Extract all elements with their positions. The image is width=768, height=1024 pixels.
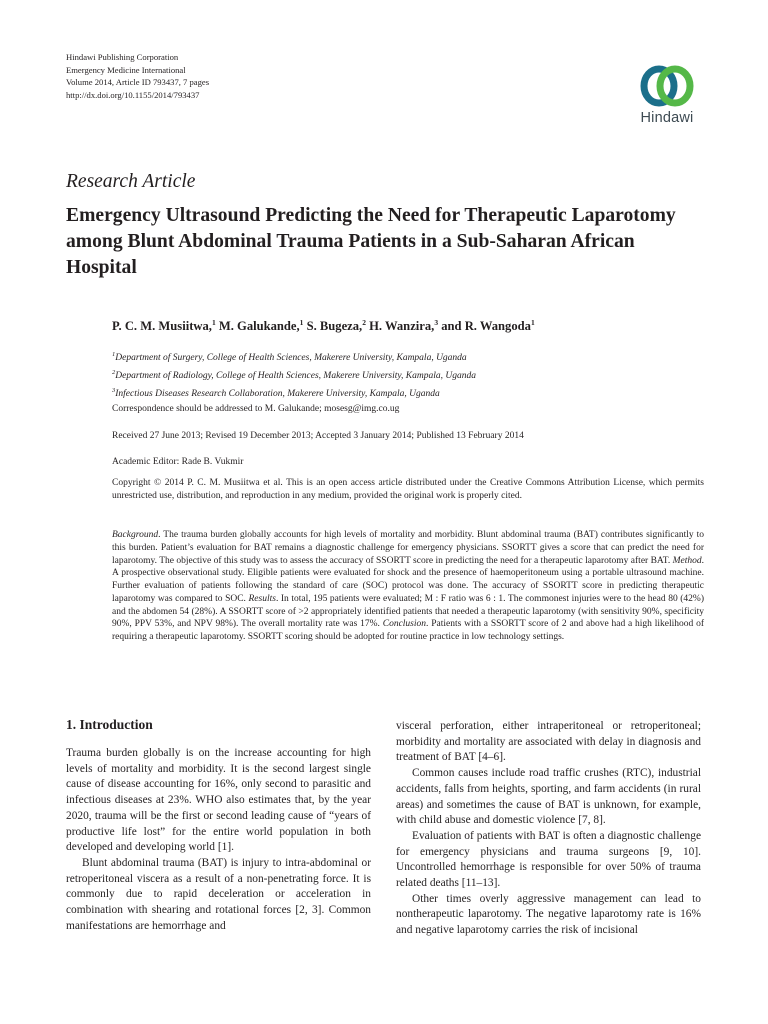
doi-link[interactable]: http://dx.doi.org/10.1155/2014/793437 [66,89,200,100]
affiliations [112,348,712,402]
abstract-method: . A prospective observational study. Eligible patients were evaluated for shock and the presence of haemoperitoneum using a portable ultrasound machine. Further evaluation of patients following the standard of care (SOC) protocol was done. The accuracy of SSORTT score in predicting therapeutic laparotomy was compared to SOC. [112,555,704,604]
author-name: H. Wanzira, [369,319,435,334]
affiliation-text: Department of Radiology, College of Health Sciences, Makerere University, Kampala, Uganda [115,371,477,382]
logo-wordmark: Hindawi [640,110,694,126]
affiliation-mark: 2 [112,368,116,376]
author-list [112,318,712,334]
section-heading-introduction: 1. Introduction [66,717,153,732]
abstract-conclusion: . Patients with a SSORTT score of 2 and above had a high likelihood of requiring a therapeutic laparotomy. SSORTT scoring should be adopted for routine practice in low technology settings. [112,619,704,642]
body-column-left [66,746,371,934]
affiliation-mark: 3 [112,386,116,394]
author-name: S. Bugeza, [306,319,363,334]
author-affiliation-mark: 3 [434,318,439,327]
journal-metadata [66,51,209,101]
copyright-notice: Copyright © 2014 P. C. M. Musiitwa et al. This is an open access article distributed under the Creative Commons Attribution License, which permits unrestricted use, distribution, and reproduction in any medium, provided the original work is properly cited. [112,478,704,502]
abstract [112,529,704,644]
publisher-line: Hindawi Publishing Corporation [66,52,179,62]
body-column-right [396,719,701,939]
author-affiliation-mark: 2 [362,318,366,327]
paper-title: Emergency Ultrasound Predicting the Need for Therapeutic Laparotomy among Blunt Abdominal Trauma Patients in a Sub-Saharan African Hospital [66,205,676,278]
affiliation-item [112,384,712,402]
body-paragraph: Evaluation of patients with BAT is often a diagnostic challenge for emergency physicians and trauma surgeons [9, 10]. Uncontrolled hemorrhage is responsible for over 50% of trauma related deaths [11–13]. [396,829,701,890]
correspondence-note: Correspondence should be addressed to M. Galukande; mosesg@img.co.ug [112,404,400,414]
author-affiliation-mark: 1 [530,318,535,327]
abstract-background-label: Background [112,530,159,540]
affiliation-text: Department of Surgery, College of Health Sciences, Makerere University, Kampala, Uganda [115,353,467,364]
journal-name: Emergency Medicine International [66,64,186,75]
abstract-method-label: Method [672,555,702,566]
abstract-results: . In total, 195 patients were evaluated; M : F ratio was 6 : 1. The commonest injuries were to the head 80 (42%) and the abdomen 54 (28%). A SSORTT score of >2 appropriately identified patients that needed a therapeutic laparotomy (with sensitivity 90%, specificity 90%, PPV 53%, and NPV 98%). The overall mortality rate was 17%. [112,593,704,630]
body-paragraph: Common causes include road traffic crushes (RTC), industrial accidents, falls from heights, sporting, and farm accidents (in rural areas) and sometimes the cause of BAT is unknown, for example, with child abuse and domestic violence [7, 8]. [396,767,701,827]
article-type: Research Article [66,171,196,192]
author-name: and R. Wangoda [441,319,531,334]
publication-dates: Received 27 June 2013; Revised 19 December 2013; Accepted 3 January 2014; Published 13 February 2014 [112,431,524,441]
author-affiliation-mark: 1 [299,318,304,327]
author-name: P. C. M. Musiitwa, [112,319,212,334]
affiliation-item [112,348,712,366]
body-paragraph: Trauma burden globally is on the increase accounting for high levels of mortality and morbidity. It is the second largest single cause of disease accounting for 16%, only second to parasitic and infectious diseases at 23%. WHO also estimates that, by the year 2020, trauma will be the first or second leading cause of “years of productive life lost” for the entire world population in both developed and developing world [1]. [66,747,371,854]
affiliation-item [112,366,712,384]
affiliation-mark: 1 [112,351,116,358]
hindawi-logo [628,62,706,132]
author-affiliation-mark: 1 [211,318,216,327]
hindawi-rings-icon [639,62,695,110]
author-name: M. Galukande, [218,319,300,334]
abstract-background: . The trauma burden globally accounts for high levels of mortality and morbidity. Blunt abdominal trauma (BAT) contributes significantly to this burden. Patient’s evaluation for BAT remains a diagnostic challenge for emergency physicians. SSORTT gives a score that can predict the need for laparotomy. The objective of this study was to assess the accuracy of SSORTT score in predicting the need for a therapeutic laparotomy after BAT. [112,530,704,566]
body-paragraph: visceral perforation, either intraperitoneal or retroperitoneal; morbidity and mortality are associated with delay in diagnosis and treatment of BAT [4–6]. [396,720,701,764]
academic-editor: Academic Editor: Rade B. Vukmir [112,457,244,467]
affiliation-text: Infectious Diseases Research Collaboration, Makerere University, Kampala, Uganda [115,389,440,400]
body-paragraph: Other times overly aggressive management can lead to nontherapeutic laparotomy. The negative laparotomy rate is 16% and negative laparotomy carries the risk of incisional [396,892,701,937]
abstract-conclusion-label: Conclusion [382,619,427,630]
abstract-results-label: Results [248,593,276,604]
volume-line: Volume 2014, Article ID 793437, 7 pages [66,77,210,88]
body-paragraph: Blunt abdominal trauma (BAT) is injury to intra-abdominal or retroperitoneal viscera as a result of a non-penetrating force. It is commonly due to rapid deceleration or acceleration in combination with shearing and rotational forces [2, 3]. Common manifestations are hemorrhage and [66,856,371,932]
